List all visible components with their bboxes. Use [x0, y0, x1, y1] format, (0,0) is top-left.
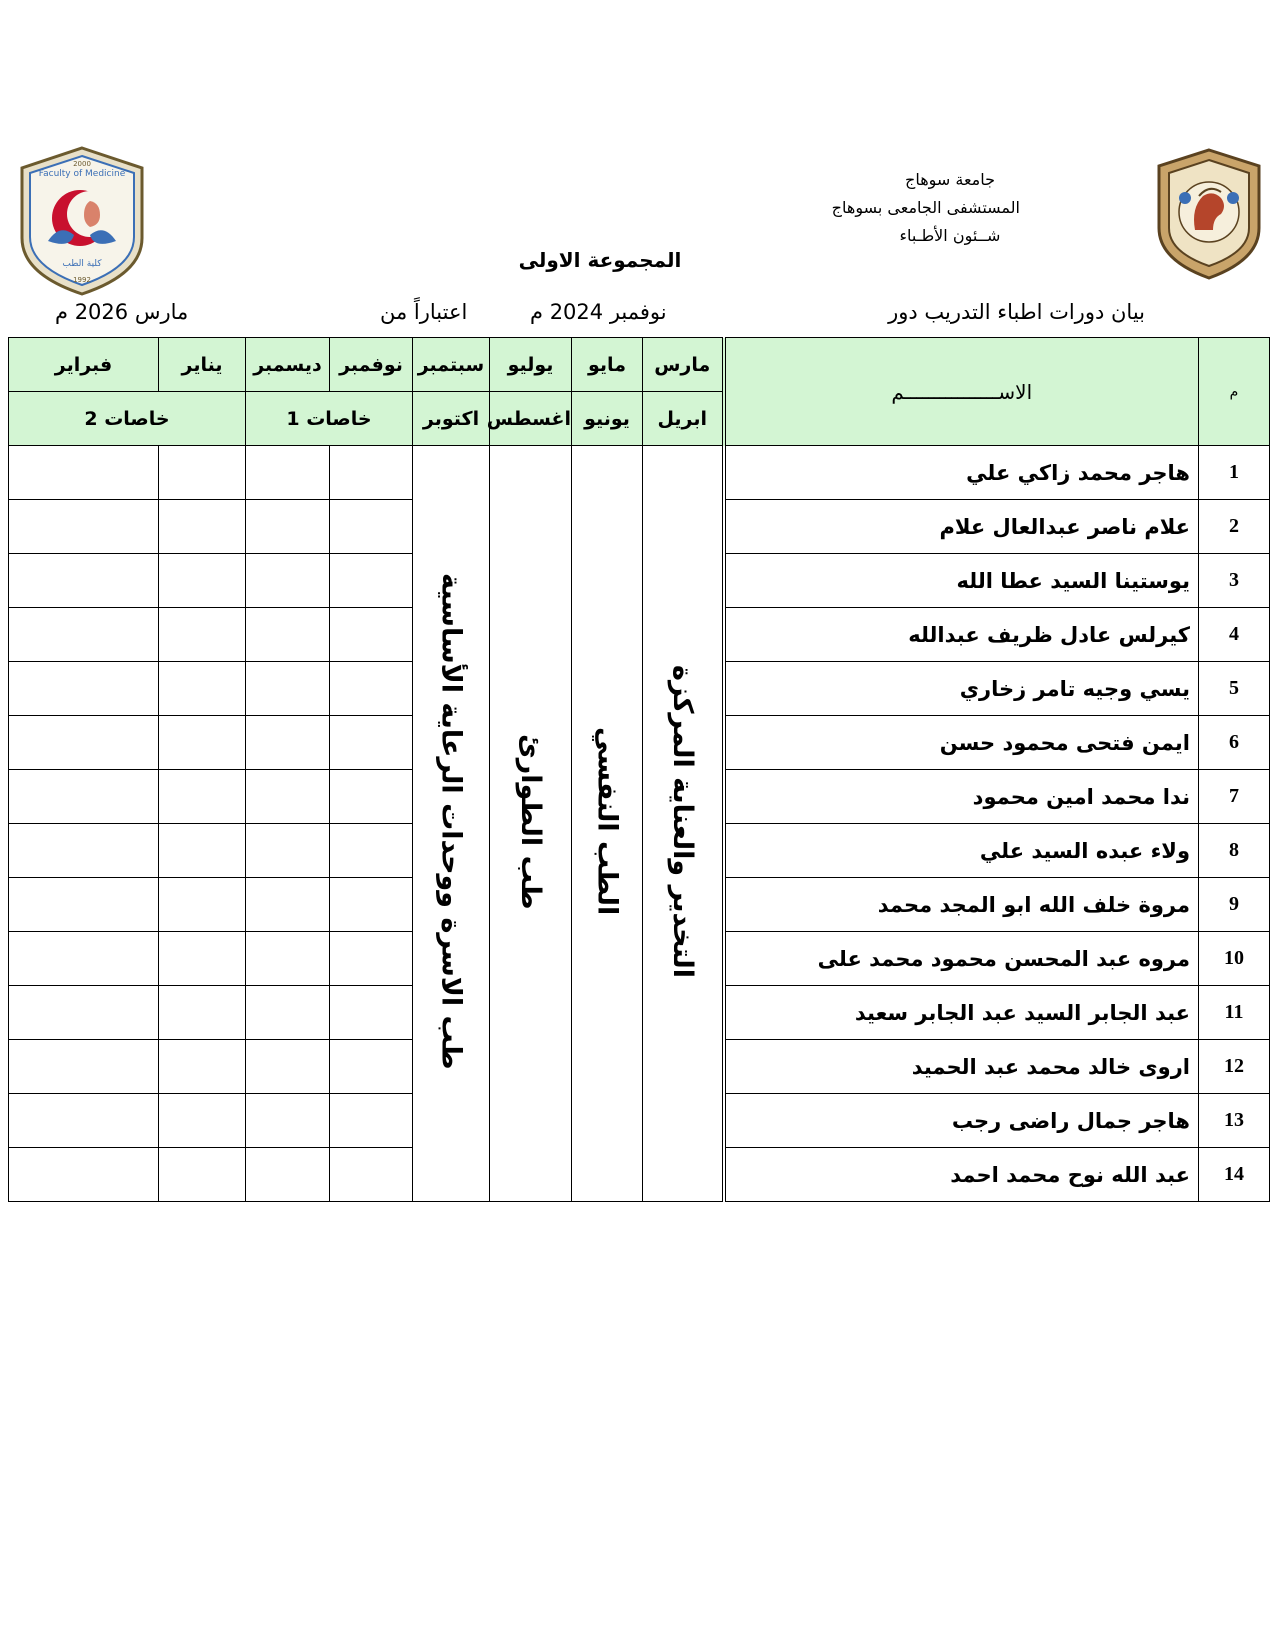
- empty-cell: [159, 1040, 246, 1094]
- special-2-header: خاصات 2: [9, 392, 246, 446]
- empty-cell: [246, 986, 330, 1040]
- month-header: مارس: [643, 338, 724, 392]
- empty-cell: [330, 1040, 413, 1094]
- sohag-university-logo: [1155, 148, 1263, 280]
- row-index: 3: [1199, 554, 1270, 608]
- month-header: ديسمبر: [246, 338, 330, 392]
- empty-cell: [246, 554, 330, 608]
- empty-cell: [9, 878, 159, 932]
- empty-cell: [9, 500, 159, 554]
- row-name: عبد الله نوح محمد احمد: [724, 1148, 1199, 1202]
- empty-cell: [246, 608, 330, 662]
- empty-cell: [330, 446, 413, 500]
- rotation-cell: [413, 446, 490, 1202]
- empty-cell: [159, 986, 246, 1040]
- empty-cell: [9, 716, 159, 770]
- empty-cell: [9, 1148, 159, 1202]
- empty-cell: [159, 554, 246, 608]
- empty-cell: [159, 770, 246, 824]
- empty-cell: [246, 716, 330, 770]
- empty-cell: [330, 824, 413, 878]
- rotation-label: التخدير والعناية المركزة: [666, 664, 698, 979]
- row-index: 11: [1199, 986, 1270, 1040]
- empty-cell: [159, 1148, 246, 1202]
- row-index: 5: [1199, 662, 1270, 716]
- empty-cell: [330, 1148, 413, 1202]
- rotation-table: [8, 337, 1270, 1202]
- empty-cell: [9, 608, 159, 662]
- empty-cell: [330, 500, 413, 554]
- row-index: 9: [1199, 878, 1270, 932]
- empty-cell: [330, 878, 413, 932]
- row-index: 10: [1199, 932, 1270, 986]
- empty-cell: [9, 662, 159, 716]
- row-index: 4: [1199, 608, 1270, 662]
- row-index: 7: [1199, 770, 1270, 824]
- hospital-name: المستشفى الجامعى بسوهاج: [831, 198, 1020, 217]
- university-header: [831, 166, 1020, 250]
- month-header: يناير: [159, 338, 246, 392]
- name-header: الاســــــــــــــــم: [724, 338, 1199, 446]
- rotation-cell: [572, 446, 643, 1202]
- row-index: 13: [1199, 1094, 1270, 1148]
- empty-cell: [246, 770, 330, 824]
- empty-cell: [330, 932, 413, 986]
- empty-cell: [246, 662, 330, 716]
- empty-cell: [159, 662, 246, 716]
- empty-cell: [159, 824, 246, 878]
- empty-cell: [246, 1094, 330, 1148]
- to-date: مارس 2026 م: [55, 300, 189, 324]
- empty-cell: [9, 554, 159, 608]
- logo-ring-text: Faculty of Medicine: [38, 169, 126, 179]
- empty-cell: [330, 1094, 413, 1148]
- empty-cell: [246, 1148, 330, 1202]
- empty-cell: [330, 662, 413, 716]
- affairs-name: شــئون الأطـباء: [899, 226, 1001, 245]
- table-body: [9, 446, 1270, 1202]
- month-header: ابريل: [643, 392, 724, 446]
- empty-cell: [330, 986, 413, 1040]
- logo-year-bottom: 1992: [73, 276, 91, 284]
- row-name: ايمن فتحى محمود حسن: [724, 716, 1199, 770]
- faculty-of-medicine-logo: [18, 146, 146, 296]
- month-header: اغسطس: [490, 392, 572, 446]
- empty-cell: [9, 446, 159, 500]
- row-index: 14: [1199, 1148, 1270, 1202]
- row-name: كيرلس عادل ظريف عبدالله: [724, 608, 1199, 662]
- row-name: يسي وجيه تامر زخاري: [724, 662, 1199, 716]
- rotation-label: طب الاسرة ووحدات الرعاية الأساسية: [435, 573, 467, 1070]
- from-label: اعتباراً من: [380, 300, 468, 324]
- empty-cell: [330, 716, 413, 770]
- empty-cell: [246, 932, 330, 986]
- empty-cell: [9, 824, 159, 878]
- empty-cell: [246, 446, 330, 500]
- row-name: مروه عبد المحسن محمود محمد على: [724, 932, 1199, 986]
- month-header: فبراير: [9, 338, 159, 392]
- empty-cell: [330, 608, 413, 662]
- table-row: [9, 446, 1270, 500]
- row-index: 8: [1199, 824, 1270, 878]
- empty-cell: [159, 446, 246, 500]
- header-row-top: [9, 338, 1270, 392]
- empty-cell: [159, 500, 246, 554]
- empty-cell: [246, 1040, 330, 1094]
- rotation-cell: [490, 446, 572, 1202]
- row-name: ولاء عبده السيد علي: [724, 824, 1199, 878]
- month-header: يوليو: [490, 338, 572, 392]
- empty-cell: [9, 986, 159, 1040]
- row-index: 1: [1199, 446, 1270, 500]
- empty-cell: [9, 932, 159, 986]
- row-index: 6: [1199, 716, 1270, 770]
- rotation-cell: [643, 446, 724, 1202]
- row-name: علام ناصر عبدالعال علام: [724, 500, 1199, 554]
- group-title: المجموعة الاولى: [518, 248, 682, 272]
- row-name: يوستينا السيد عطا الله: [724, 554, 1199, 608]
- index-header: م: [1199, 338, 1270, 446]
- row-name: هاجر محمد زاكي علي: [724, 446, 1199, 500]
- row-index: 2: [1199, 500, 1270, 554]
- logo-year-top: 2000: [73, 160, 91, 168]
- logo-arabic-text: كلية الطب: [62, 259, 102, 269]
- rotation-label: طب الطوارئ: [515, 733, 546, 910]
- empty-cell: [9, 1040, 159, 1094]
- empty-cell: [246, 500, 330, 554]
- row-name: هاجر جمال راضى رجب: [724, 1094, 1199, 1148]
- empty-cell: [330, 770, 413, 824]
- empty-cell: [330, 554, 413, 608]
- rounds-label: بيان دورات اطباء التدريب دور: [888, 300, 1145, 324]
- university-name: جامعة سوهاج: [904, 170, 996, 189]
- rotation-label: الطب النفسي: [591, 727, 623, 916]
- row-name: عبد الجابر السيد عبد الجابر سعيد: [724, 986, 1199, 1040]
- month-header: مايو: [572, 338, 643, 392]
- month-header: اكتوبر: [413, 392, 490, 446]
- month-header: سبتمبر: [413, 338, 490, 392]
- row-name: ندا محمد امين محمود: [724, 770, 1199, 824]
- row-index: 12: [1199, 1040, 1270, 1094]
- empty-cell: [159, 878, 246, 932]
- special-1-header: خاصات 1: [246, 392, 413, 446]
- empty-cell: [9, 1094, 159, 1148]
- empty-cell: [159, 716, 246, 770]
- empty-cell: [159, 932, 246, 986]
- row-name: مروة خلف الله ابو المجد محمد: [724, 878, 1199, 932]
- empty-cell: [246, 878, 330, 932]
- month-header: يونيو: [572, 392, 643, 446]
- empty-cell: [9, 770, 159, 824]
- row-name: اروى خالد محمد عبد الحميد: [724, 1040, 1199, 1094]
- empty-cell: [246, 824, 330, 878]
- empty-cell: [159, 608, 246, 662]
- month-header: نوفمبر: [330, 338, 413, 392]
- empty-cell: [159, 1094, 246, 1148]
- from-date: نوفمبر 2024 م: [530, 300, 667, 324]
